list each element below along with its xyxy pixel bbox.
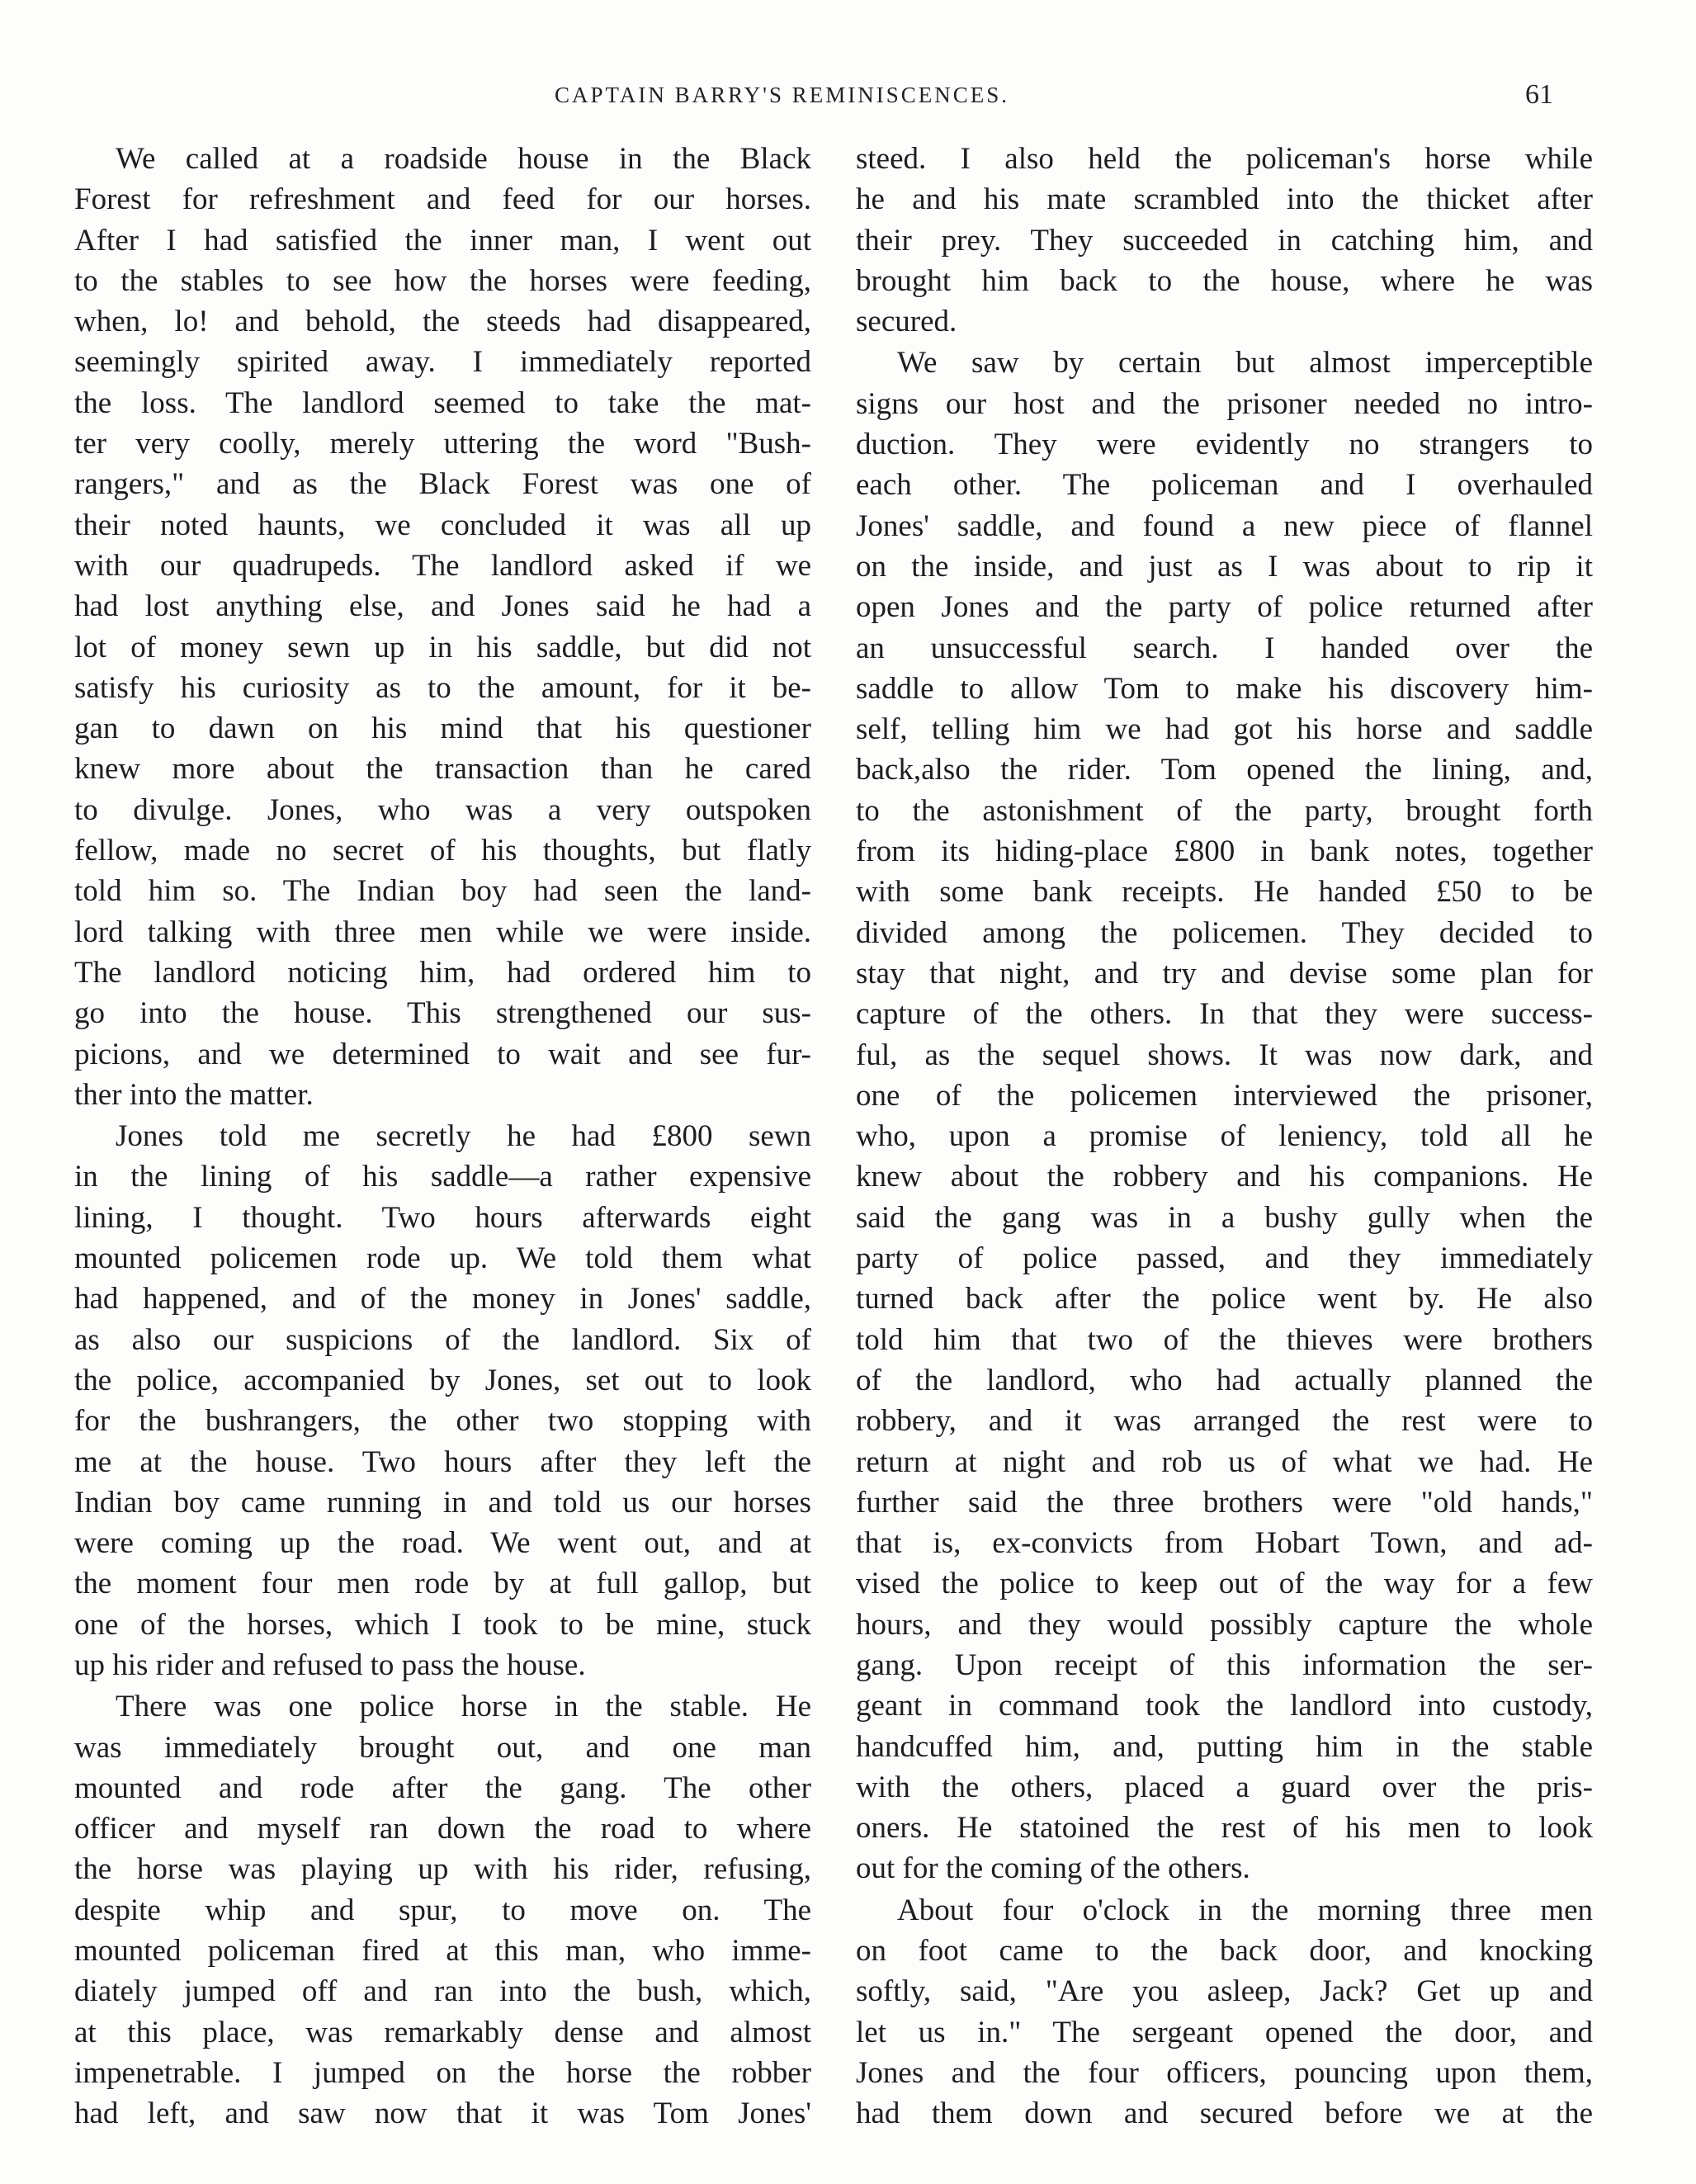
text-line: their noted haunts, we concluded it was all up (74, 508, 811, 542)
text-line: who, upon a promise of leniency, told all he (856, 1119, 1593, 1154)
text-line: at this place, was remarkably dense and almost (74, 2015, 811, 2049)
text-line: steed. I also held the policeman's horse while (856, 142, 1593, 176)
text-line: lining, I thought. Two hours afterwards eight (74, 1200, 811, 1235)
text-line: divided among the policemen. They decided to (856, 915, 1593, 950)
text-line: he and his mate scrambled into the thicket after (856, 182, 1593, 217)
text-line: Jones' saddle, and found a new piece of flannel (856, 508, 1593, 543)
text-line: lot of money sewn up in his saddle, but did not (74, 630, 811, 664)
text-line: from its hiding-place £800 in bank notes, together (856, 834, 1593, 869)
text-line: picions, and we determined to wait and see fur- (74, 1037, 811, 1071)
text-line: We saw by certain but almost imperceptible (897, 346, 1593, 381)
text-line: robbery, and it was arranged the rest were to (856, 1404, 1593, 1439)
text-line: hours, and they would possibly capture the whole (856, 1607, 1593, 1642)
text-line: the police, accompanied by Jones, set out to look (74, 1363, 811, 1397)
paragraph (74, 1116, 811, 1685)
text-line: ful, as the sequel shows. It was now dark, and (856, 1038, 1593, 1072)
text-line: geant in command took the landlord into custody, (856, 1689, 1593, 1723)
text-line: seemingly spirited away. I immediately reported (74, 345, 811, 380)
text-line: told him so. The Indian boy had seen the land- (74, 874, 811, 909)
text-line: the moment four men rode by at full gallop, but (74, 1567, 811, 1601)
text-line: knew more about the transaction than he cared (74, 752, 811, 787)
text-line: as also our suspicions of the landlord. Six of (74, 1322, 811, 1357)
text-line: with some bank receipts. He handed £50 to be (856, 875, 1593, 910)
text-line: officer and myself ran down the road to where (74, 1812, 811, 1846)
text-line: told him that two of the thieves were brothers (856, 1322, 1593, 1357)
text-line: There was one police horse in the stable. He (116, 1690, 811, 1724)
text-line: back,also the rider. Tom opened the lining, and, (856, 753, 1593, 787)
text-line: duction. They were evidently no strangers to (856, 428, 1593, 462)
text-line: gang. Upon receipt of this information the ser- (856, 1647, 1593, 1682)
text-line: Indian boy came running in and told us our horses (74, 1485, 811, 1520)
text-line: We called at a roadside house in the Black (116, 142, 811, 176)
text-line: one of the policemen interviewed the prisoner, (856, 1078, 1593, 1113)
text-line: each other. The policeman and I overhauled (856, 468, 1593, 503)
text-line: to the stables to see how the horses were feeding, (74, 263, 811, 298)
text-line: further said the three brothers were "old hands," (856, 1485, 1593, 1520)
text-line: brought him back to the house, where he was (856, 263, 1593, 298)
text-line: was immediately brought out, and one man (74, 1730, 811, 1765)
text-line: vised the police to keep out of the way for a few (856, 1567, 1593, 1601)
text-line: Forest for refreshment and feed for our horses. (74, 182, 811, 217)
text-line: Jones and the four officers, pouncing upon them, (856, 2055, 1593, 2090)
text-line: mounted policemen rode up. We told them what (74, 1241, 811, 1276)
text-line: on foot came to the back door, and knocking (856, 1934, 1593, 1969)
text-line: gan to dawn on his mind that his questioner (74, 711, 811, 746)
text-line: party of police passed, and they immediately (856, 1241, 1593, 1276)
text-line: for the bushrangers, the other two stopping with (74, 1404, 811, 1439)
text-line: ther into the matter. (74, 1077, 314, 1112)
text-line: had left, and saw now that it was Tom Jones' (74, 2097, 811, 2131)
left-column (74, 139, 811, 2134)
text-line: on the inside, and just as I was about to rip it (856, 549, 1593, 584)
text-line: turned back after the police went by. He also (856, 1282, 1593, 1317)
text-line: had them down and secured before we at the (856, 2097, 1593, 2131)
text-line: oners. He statoined the rest of his men to look (856, 1811, 1593, 1846)
text-line: with our quadrupeds. The landlord asked if we (74, 548, 811, 583)
text-line: lord talking with three men while we were inside. (74, 915, 811, 949)
text-line: return at night and rob us of what we had. He (856, 1444, 1593, 1479)
text-line: ter very coolly, merely uttering the word "Bush- (74, 427, 811, 461)
running-title: CAPTAIN BARRY'S REMINISCENCES. (555, 83, 1010, 107)
text-line: had happened, and of the money in Jones' saddle, (74, 1282, 811, 1317)
text-line: that is, ex-convicts from Hobart Town, and ad- (856, 1526, 1593, 1561)
page-number: 61 (1525, 79, 1553, 110)
text-line: impenetrable. I jumped on the horse the robber (74, 2055, 811, 2090)
paragraph (856, 139, 1593, 342)
paragraph (856, 1890, 1593, 2134)
text-line: stay that night, and try and devise some plan for (856, 956, 1593, 990)
text-line: go into the house. This strengthened our sus- (74, 996, 811, 1031)
text-line: signs our host and the prisoner needed no intro- (856, 386, 1593, 421)
text-line: said the gang was in a bushy gully when the (856, 1200, 1593, 1235)
text-line: mounted and rode after the gang. The other (74, 1770, 811, 1805)
text-line: one of the horses, which I took to be mine, stuck (74, 1607, 811, 1642)
paragraph (74, 1686, 811, 2134)
text-line: out for the coming of the others. (856, 1851, 1250, 1886)
text-line: After I had satisfied the inner man, I went out (74, 223, 811, 258)
paragraph (74, 139, 811, 1115)
text-line: an unsuccessful search. I handed over the (856, 631, 1593, 665)
text-line: to the astonishment of the party, brought forth (856, 793, 1593, 828)
text-line: of the landlord, who had actually planned the (856, 1363, 1593, 1397)
text-line: when, lo! and behold, the steeds had disappeared, (74, 305, 811, 339)
text-line: mounted policeman fired at this man, who imme- (74, 1934, 811, 1969)
text-line: open Jones and the party of police returned after (856, 590, 1593, 625)
text-line: diately jumped off and ran into the bush, which, (74, 1974, 811, 2009)
text-line: with the others, placed a guard over the pris- (856, 1770, 1593, 1804)
text-line: despite whip and spur, to move on. The (74, 1893, 811, 1927)
text-line: Jones told me secretly he had £800 sewn (116, 1119, 811, 1154)
text-line: satisfy his curiosity as to the amount, for it be- (74, 670, 811, 705)
text-line: handcuffed him, and, putting him in the stable (856, 1729, 1593, 1764)
text-line: their prey. They succeeded in catching him, and (856, 223, 1593, 258)
text-line: fellow, made no secret of his thoughts, but flatly (74, 834, 811, 868)
text-line: had lost anything else, and Jones said he had a (74, 589, 811, 624)
text-line: The landlord noticing him, had ordered him to (74, 955, 811, 990)
text-line: let us in." The sergeant opened the door, and (856, 2015, 1593, 2049)
text-line: softly, said, "Are you asleep, Jack? Get up and (856, 1974, 1593, 2009)
text-line: in the lining of his saddle—a rather expensive (74, 1160, 811, 1194)
text-line: the loss. The landlord seemed to take the mat- (74, 385, 811, 420)
text-line: About four o'clock in the morning three men (897, 1893, 1593, 1927)
text-line: rangers," and as the Black Forest was one of (74, 467, 811, 502)
text-line: saddle to allow Tom to make his discovery him- (856, 671, 1593, 706)
text-line: self, telling him we had got his horse and saddle (856, 712, 1593, 747)
text-line: were coming up the road. We went out, and at (74, 1526, 811, 1561)
text-line: secured. (856, 305, 957, 339)
paragraph (856, 343, 1593, 1889)
text-line: knew about the robbery and his companions. He (856, 1160, 1593, 1194)
text-line: to divulge. Jones, who was a very outspoken (74, 792, 811, 827)
text-line: the horse was playing up with his rider, refusing, (74, 1852, 811, 1887)
text-line: capture of the others. In that they were success- (856, 997, 1593, 1032)
text-line: up his rider and refused to pass the house. (74, 1647, 586, 1682)
right-column (856, 139, 1593, 2134)
text-line: me at the house. Two hours after they left the (74, 1444, 811, 1479)
